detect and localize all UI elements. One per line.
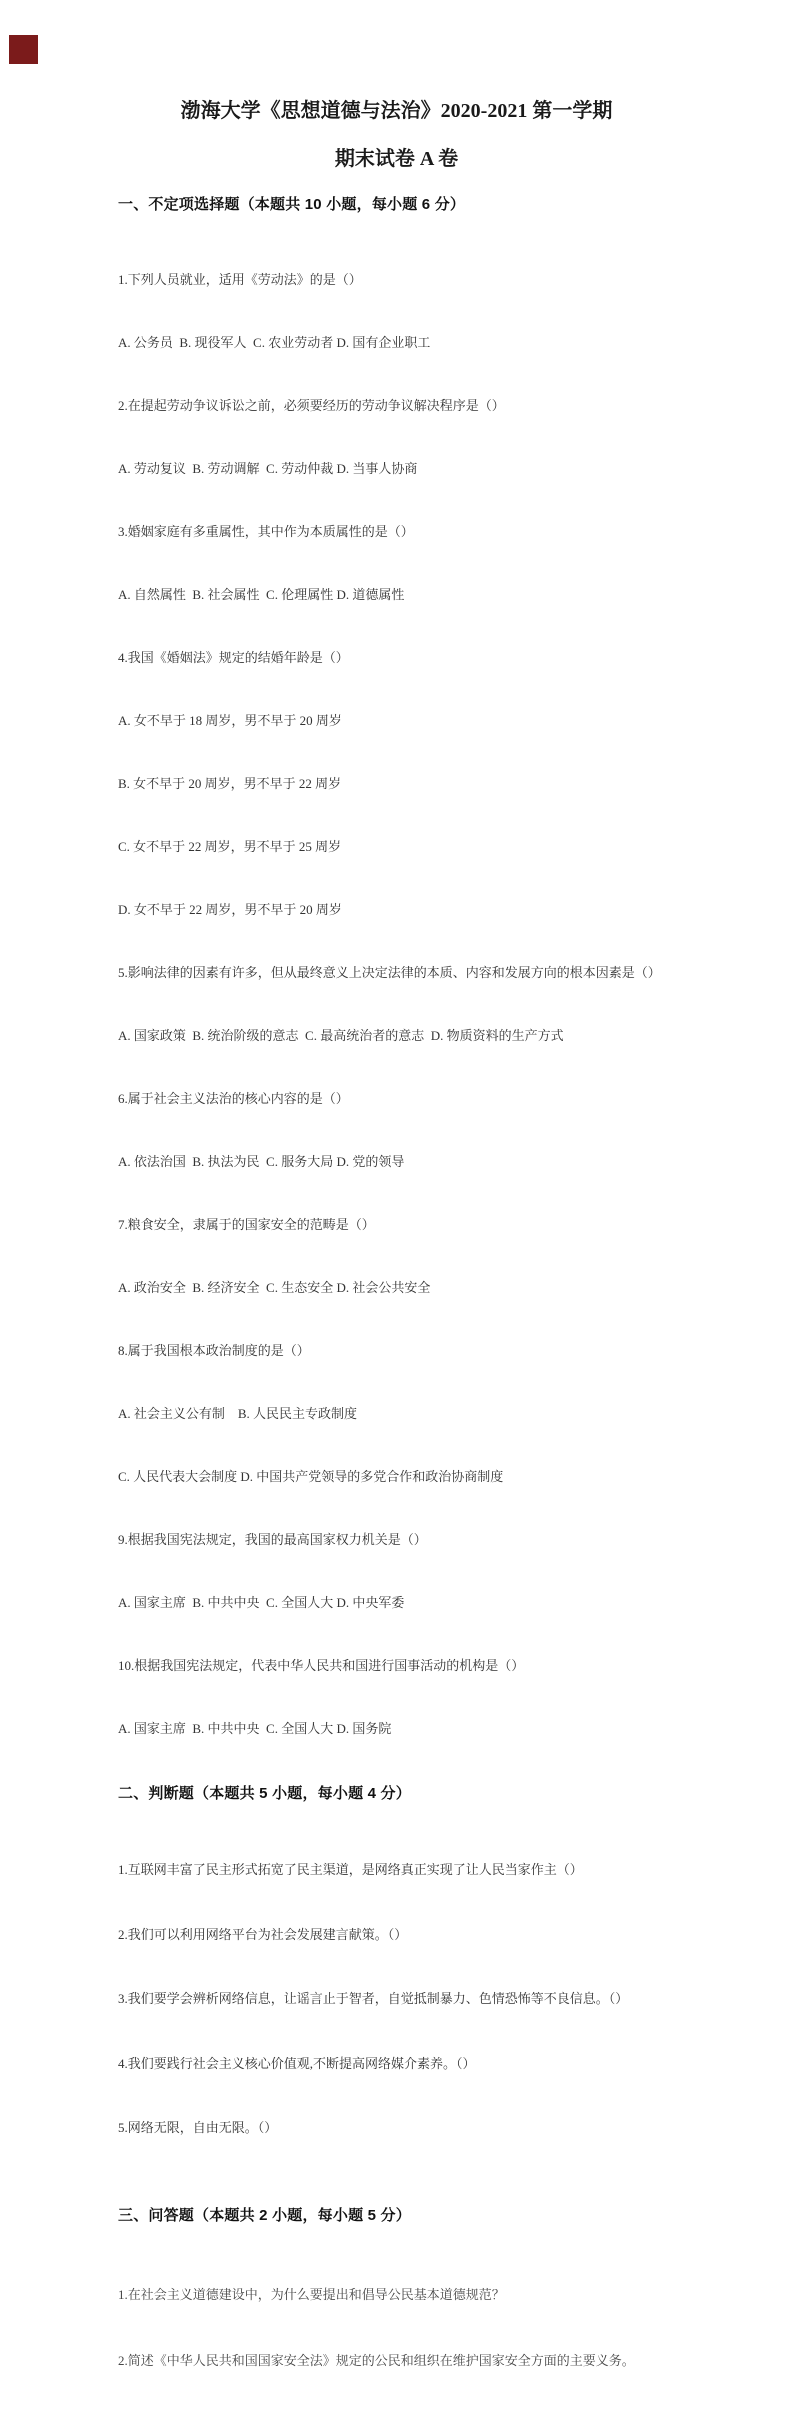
question-text: 8.属于我国根本政治制度的是（）: [118, 1343, 310, 1358]
question-text: 5.网络无限，自由无限。（）: [118, 2120, 278, 2135]
option-text: A. 依法治国 B. 执法为民 C. 服务大局 D. 党的领导: [118, 1154, 405, 1169]
option-text: D. 女不早于 22 周岁，男不早于 20 周岁: [118, 902, 342, 917]
option-text: A. 国家政策 B. 统治阶级的意志 C. 最高统治者的意志 D. 物质资料的生产方式: [118, 1028, 564, 1043]
question-text: 4.我国《婚姻法》规定的结婚年龄是（）: [118, 650, 349, 665]
option-text: C. 人民代表大会制度 D. 中国共产党领导的多党合作和政治协商制度: [118, 1469, 504, 1484]
option-text: A. 公务员 B. 现役军人 C. 农业劳动者 D. 国有企业职工: [118, 335, 431, 350]
question-text: 6.属于社会主义法治的核心内容的是（）: [118, 1091, 349, 1106]
option-text: A. 社会主义公有制 B. 人民民主专政制度: [118, 1406, 358, 1421]
option-text: C. 女不早于 22 周岁，男不早于 25 周岁: [118, 839, 342, 854]
option-text: A. 政治安全 B. 经济安全 C. 生态安全 D. 社会公共安全: [118, 1280, 431, 1295]
question-text: 10.根据我国宪法规定，代表中华人民共和国进行国事活动的机构是（）: [118, 1658, 525, 1673]
option-text: A. 劳动复议 B. 劳动调解 C. 劳动仲裁 D. 当事人协商: [118, 461, 418, 476]
option-text: A. 女不早于 18 周岁，男不早于 20 周岁: [118, 713, 342, 728]
option-text: B. 女不早于 20 周岁，男不早于 22 周岁: [118, 776, 342, 791]
exam-title-line1: 渤海大学《思想道德与法治》2020-2021 第一学期: [180, 100, 613, 122]
option-text: A. 国家主席 B. 中共中央 C. 全国人大 D. 中央军委: [118, 1595, 405, 1610]
section2-heading: 二、判断题（本题共 5 小题，每小题 4 分）: [118, 1785, 411, 1802]
question-text: 1.下列人员就业，适用《劳动法》的是（）: [118, 272, 362, 287]
exam-title-line2: 期末试卷 A 卷: [334, 148, 459, 170]
section2-body: [118, 1816, 675, 2182]
question-text: 1.在社会主义道德建设中，为什么要提出和倡导公民基本道德规范？: [118, 2286, 505, 2302]
section3-body: [118, 2240, 675, 2416]
question-text: 2.简述《中华人民共和国国家安全法》规定的公民和组织在维护国家安全方面的主要义务。: [118, 2352, 635, 2368]
option-text: A. 自然属性 B. 社会属性 C. 伦理属性 D. 道德属性: [118, 587, 405, 602]
question-text: 7.粮食安全，隶属于的国家安全的范畴是（）: [118, 1217, 375, 1232]
question-text: 1.互联网丰富了民主形式拓宽了民主渠道，是网络真正实现了让人民当家作主（）: [118, 1862, 583, 1877]
corner-mark: [9, 35, 38, 64]
question-text: 5.影响法律的因素有许多，但从最终意义上决定法律的本质、内容和发展方向的根本因素是（）: [118, 965, 661, 980]
question-text: 9.根据我国宪法规定，我国的最高国家权力机关是（）: [118, 1532, 427, 1547]
question-text: 2.在提起劳动争议诉讼之前，必须要经历的劳动争议解决程序是（）: [118, 398, 505, 413]
option-text: A. 国家主席 B. 中共中央 C. 全国人大 D. 国务院: [118, 1721, 392, 1736]
section1-body: [118, 227, 675, 1781]
section3-heading: 三、问答题（本题共 2 小题，每小题 5 分）: [118, 2206, 411, 2224]
section1-heading: 一、不定项选择题（本题共 10 小题，每小题 6 分）: [118, 196, 466, 213]
question-text: 3.婚姻家庭有多重属性，其中作为本质属性的是（）: [118, 524, 414, 539]
question-text: 2.我们可以利用网络平台为社会发展建言献策。（）: [118, 1926, 408, 1942]
question-text: 3.我们要学会辨析网络信息，让谣言止于智者，自觉抵制暴力、色情恐怖等不良信息。（）: [118, 1991, 629, 2006]
question-text: 4.我们要践行社会主义核心价值观,不断提高网络媒介素养。（）: [118, 2055, 476, 2071]
